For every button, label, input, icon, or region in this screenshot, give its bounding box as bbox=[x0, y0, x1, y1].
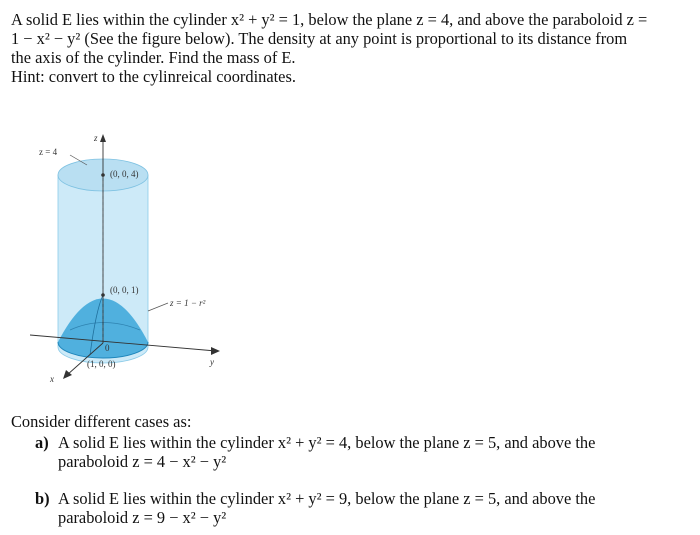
case-item-b bbox=[11, 489, 695, 527]
problem-statement bbox=[11, 10, 695, 86]
case-b-line-2: paraboloid z = 9 − x² − y² bbox=[58, 508, 227, 527]
case-key-a: a) bbox=[35, 433, 49, 452]
label-y-axis: y bbox=[210, 357, 214, 367]
case-item-a bbox=[11, 433, 695, 471]
z-axis-arrow bbox=[100, 134, 106, 142]
label-paraboloid: z = 1 − r² bbox=[170, 298, 206, 308]
cases-section bbox=[11, 412, 695, 527]
y-axis-arrow bbox=[211, 347, 220, 355]
paraboloid-pointer bbox=[148, 303, 168, 311]
label-z-axis: z bbox=[94, 133, 98, 143]
cases-intro: Consider different cases as: bbox=[11, 412, 192, 431]
problem-hint: Hint: convert to the cylinreical coordinates. bbox=[11, 67, 296, 86]
point-mid-marker bbox=[101, 293, 105, 297]
label-origin: 0 bbox=[105, 343, 110, 353]
label-x-axis: x bbox=[50, 374, 54, 384]
case-key-b: b) bbox=[35, 489, 50, 508]
problem-line-3: the axis of the cylinder. Find the mass of E. bbox=[11, 48, 296, 67]
case-a-line-2: paraboloid z = 4 − x² − y² bbox=[58, 452, 227, 471]
label-plane: z = 4 bbox=[39, 147, 58, 157]
cylinder-figure bbox=[30, 125, 240, 385]
label-point-top: (0, 0, 4) bbox=[110, 169, 139, 179]
case-a-line-1: A solid E lies within the cylinder x² + y² = 4, below the plane z = 5, and above the bbox=[58, 433, 596, 452]
case-b-line-1: A solid E lies within the cylinder x² + y² = 9, below the plane z = 5, and above the bbox=[58, 489, 596, 508]
problem-line-1: A solid E lies within the cylinder x² + y² = 1, below the plane z = 4, and above the paraboloid z = bbox=[11, 10, 648, 29]
problem-line-2: 1 − x² − y² (See the figure below). The density at any point is proportional to its distance from bbox=[11, 29, 628, 48]
label-point-x: (1, 0, 0) bbox=[87, 359, 116, 369]
cylinder-figure-svg bbox=[30, 125, 240, 385]
label-point-mid: (0, 0, 1) bbox=[110, 285, 139, 295]
point-top-marker bbox=[101, 173, 105, 177]
